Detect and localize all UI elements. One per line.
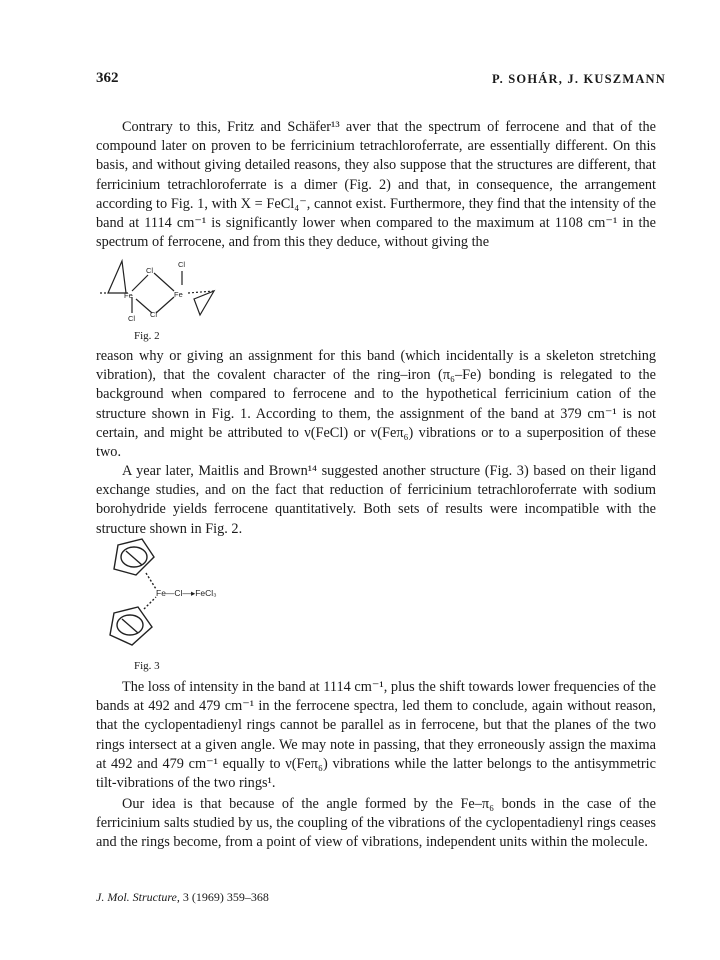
journal-name: J. Mol. Structure, <box>96 890 180 904</box>
cl-bottom-b-label: Cl <box>150 310 158 319</box>
cl-top-a-label: Cl <box>146 266 154 275</box>
journal-details: 3 (1969) 359–368 <box>182 890 269 904</box>
page-number: 362 <box>96 70 119 86</box>
paragraph-2: reason why or giving an assignment for this band (which incidentally is a skeleton stretching vibration), that the covalent character of the ring–iron (π₆–Fe) bonding is relegated to the background when compared to ferrocene and to the hypothetical ferricinium cation of the structure shown in Fig. 1. According to them, the assignment of the band at 379 cm⁻¹ is not certain, and might be attributed to ν(FeCl) or ν(Feπ₆) vibrations or to a superposition of these two. <box>96 348 656 461</box>
figure-3-caption: Fig. 3 <box>134 660 160 672</box>
paragraph-5: Our idea is that because of the angle formed by the Fe–π₆ bonds in the case of the ferricinium salts studied by us, the coupling of the vibrations of the cyclopentadienyl rings ceases and the rings become, from a point of view of vibrations, independent units within the molecule. <box>96 796 656 851</box>
fe-left-label: Fe <box>124 291 133 300</box>
journal-citation <box>96 890 269 905</box>
figure-2-dimer-structure <box>96 255 236 325</box>
fe-right-label: Fe <box>174 290 183 299</box>
figure-2-caption: Fig. 2 <box>134 330 160 342</box>
cl-bottom-a-label: Cl <box>128 314 136 323</box>
running-head: P. SOHÁR, J. KUSZMANN <box>491 72 666 86</box>
cl-top-b-label: Cl <box>178 260 186 269</box>
figure-3-bond-label: Fe—Cl—▸FeCl₃ <box>156 588 217 598</box>
paragraph-3: A year later, Maitlis and Brown¹⁴ suggested another structure (Fig. 3) based on their ligand exchange studies, and on the fact that reduction of ferricinium tetrachloroferrate with sodium borohydride yields ferrocene quantitatively. Both sets of results were incompatible with the structure shown in Fig. 2. <box>96 463 656 537</box>
paragraph-4: The loss of intensity in the band at 1114 cm⁻¹, plus the shift towards lower frequencies of the bands at 492 and 479 cm⁻¹ in the ferrocene spectra, led them to conclude, again without reason, that the cyclopentadienyl rings cannot be parallel as in ferrocene, but that the planes of the two rings intersect at a given angle. We may note in passing, that they erroneously assign the maxima at 492 and 479 cm⁻¹ equally to ν(Feπ₆) vibrations while the latter belongs to the antisymmetric tilt-vibrations of the two rings¹. <box>96 679 656 792</box>
figure-3-ferrocene-structure <box>96 535 296 655</box>
paragraph-1: Contrary to this, Fritz and Schäfer¹³ aver that the spectrum of ferrocene and that of the compound later on proven to be ferricinium tetrachloroferrate, are essentially different. On this basis, and without giving detailed reasons, they also suppose that the structures are different, that ferricinium tetrachloroferrate is a dimer (Fig. 2) and that, in consequence, the arrangement according to Fig. 1, with X = FeCl₄⁻, cannot exist. Furthermore, they find that the intensity of the band at 1114 cm⁻¹ is significantly lower when compared to the maximum at 1108 cm⁻¹ in the spectrum of ferrocene, and from this they deduce, without giving the <box>96 119 656 251</box>
